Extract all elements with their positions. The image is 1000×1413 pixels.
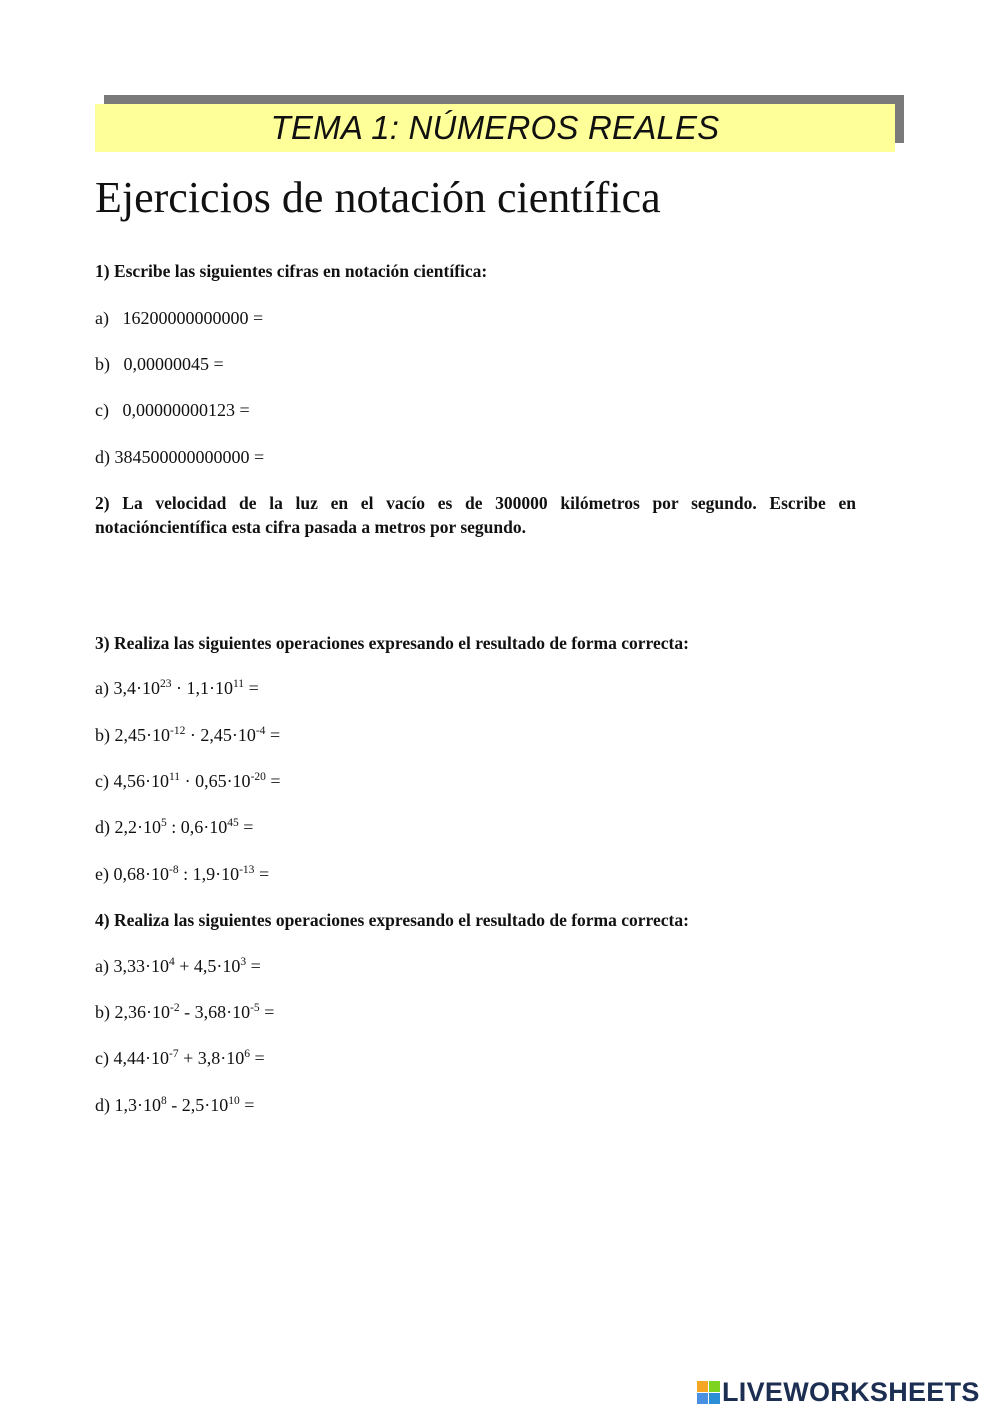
item-text: 0,00000045 = xyxy=(123,354,224,374)
operator: + xyxy=(178,1048,198,1068)
item-label: a) xyxy=(95,678,109,698)
item-label: c) xyxy=(95,400,109,420)
term-1: 2,45·10 xyxy=(114,725,170,745)
equals-sign: = xyxy=(265,725,281,745)
q1-item-c xyxy=(95,400,250,421)
exponent-2: 6 xyxy=(244,1048,250,1060)
item-label: b) xyxy=(95,1002,110,1022)
equals-sign: = xyxy=(246,956,261,976)
q3-item-c xyxy=(95,771,281,792)
title-banner xyxy=(95,104,895,152)
term-1: 1,3·10 xyxy=(114,1095,161,1115)
exponent-1: 4 xyxy=(168,956,175,968)
operator: + xyxy=(174,956,194,976)
term-1: 4,56·10 xyxy=(113,771,169,791)
exponent-1: 5 xyxy=(161,817,167,829)
equals-sign: = xyxy=(244,678,259,698)
item-label: c) xyxy=(95,771,109,791)
exponent-2: 3 xyxy=(240,956,247,968)
exponent-2: 10 xyxy=(228,1095,240,1107)
operator: · xyxy=(171,678,187,698)
q3-item-a xyxy=(95,678,259,699)
term-2: 2,45·10 xyxy=(200,725,256,745)
operator: - xyxy=(166,1095,182,1115)
q1-item-a xyxy=(95,308,263,329)
item-label: a) xyxy=(95,956,109,976)
item-label: d) xyxy=(95,817,110,837)
term-2: 1,9·10 xyxy=(192,864,240,884)
exponent-1: 8 xyxy=(161,1095,167,1107)
item-label: e) xyxy=(95,864,109,884)
logo-square xyxy=(709,1393,720,1404)
equals-sign: = xyxy=(239,1095,255,1115)
q4-item-b xyxy=(95,1002,274,1023)
term-2: 1,1·10 xyxy=(186,678,233,698)
question-4-heading: 4) Realiza las siguientes operaciones expresando el resultado de forma correcta: xyxy=(95,910,689,930)
logo-square xyxy=(697,1381,708,1392)
exponent-2: 45 xyxy=(227,817,239,829)
item-label: c) xyxy=(95,1048,109,1068)
logo-square xyxy=(697,1393,708,1404)
liveworksheets-watermark xyxy=(697,1377,980,1408)
q3-item-d xyxy=(95,817,253,838)
exponent-2: 11 xyxy=(232,678,245,690)
q3-item-e xyxy=(95,864,269,885)
exponent-2: -13 xyxy=(239,864,255,876)
exponent-2: -5 xyxy=(250,1002,260,1014)
banner-title: TEMA 1: NÚMEROS REALES xyxy=(270,109,720,146)
watermark-text: LIVEWORKSHEETS xyxy=(722,1377,980,1407)
operator: · xyxy=(185,725,201,745)
liveworksheets-logo-icon xyxy=(697,1381,720,1404)
question-2-text: 2) La velocidad de la luz en el vacío es de 300000 kilómetros por segundo. Escribe en notacióncientífica esta cifra pasada a metros por segundo. xyxy=(95,493,856,537)
equals-sign: = xyxy=(238,817,254,837)
exponent-2: -4 xyxy=(255,725,266,737)
exponent-1: -12 xyxy=(170,725,186,737)
q4-item-a xyxy=(95,956,261,977)
equals-sign: = xyxy=(254,864,270,884)
operator: : xyxy=(166,817,181,837)
operator: : xyxy=(178,864,193,884)
term-2: 2,5·10 xyxy=(181,1095,229,1115)
exponent-1: -7 xyxy=(168,1048,179,1060)
term-2: 3,8·10 xyxy=(197,1048,245,1068)
term-2: 0,65·10 xyxy=(195,771,251,791)
item-text: d) 384500000000000 = xyxy=(95,447,265,467)
equals-sign: = xyxy=(259,1002,275,1022)
term-1: 2,36·10 xyxy=(114,1002,170,1022)
item-label: d) xyxy=(95,1095,110,1115)
exponent-1: 11 xyxy=(168,771,181,783)
q1-item-d xyxy=(95,447,264,468)
q3-item-b xyxy=(95,725,280,746)
term-2: 3,68·10 xyxy=(194,1002,251,1022)
exponent-1: -2 xyxy=(170,1002,180,1014)
exponent-1: -8 xyxy=(168,864,179,876)
term-2: 0,6·10 xyxy=(180,817,228,837)
exponent-2: -20 xyxy=(250,771,266,783)
question-3-heading: 3) Realiza las siguientes operaciones expresando el resultado de forma correcta: xyxy=(95,633,689,653)
equals-sign: = xyxy=(265,771,281,791)
item-text: 16200000000000 = xyxy=(122,308,264,328)
question-1-heading: 1) Escribe las siguientes cifras en notación científica: xyxy=(95,261,488,281)
item-label: a) xyxy=(95,308,109,328)
term-1: 4,44·10 xyxy=(113,1048,169,1068)
term-1: 3,33·10 xyxy=(113,956,169,976)
term-1: 3,4·10 xyxy=(113,678,160,698)
operator: - xyxy=(179,1002,195,1022)
term-1: 0,68·10 xyxy=(113,864,169,884)
q4-item-c xyxy=(95,1048,265,1069)
q4-item-d xyxy=(95,1095,254,1116)
term-1: 2,2·10 xyxy=(114,817,161,837)
item-label: b) xyxy=(95,725,110,745)
logo-square xyxy=(709,1381,720,1392)
exponent-1: 23 xyxy=(159,678,172,690)
term-2: 4,5·10 xyxy=(193,956,241,976)
page-title: Ejercicios de notación científica xyxy=(95,173,661,222)
item-label: b) xyxy=(95,354,110,374)
item-text: 0,00000000123 = xyxy=(122,400,250,420)
operator: · xyxy=(180,771,196,791)
equals-sign: = xyxy=(249,1048,265,1068)
q1-item-b xyxy=(95,354,224,375)
